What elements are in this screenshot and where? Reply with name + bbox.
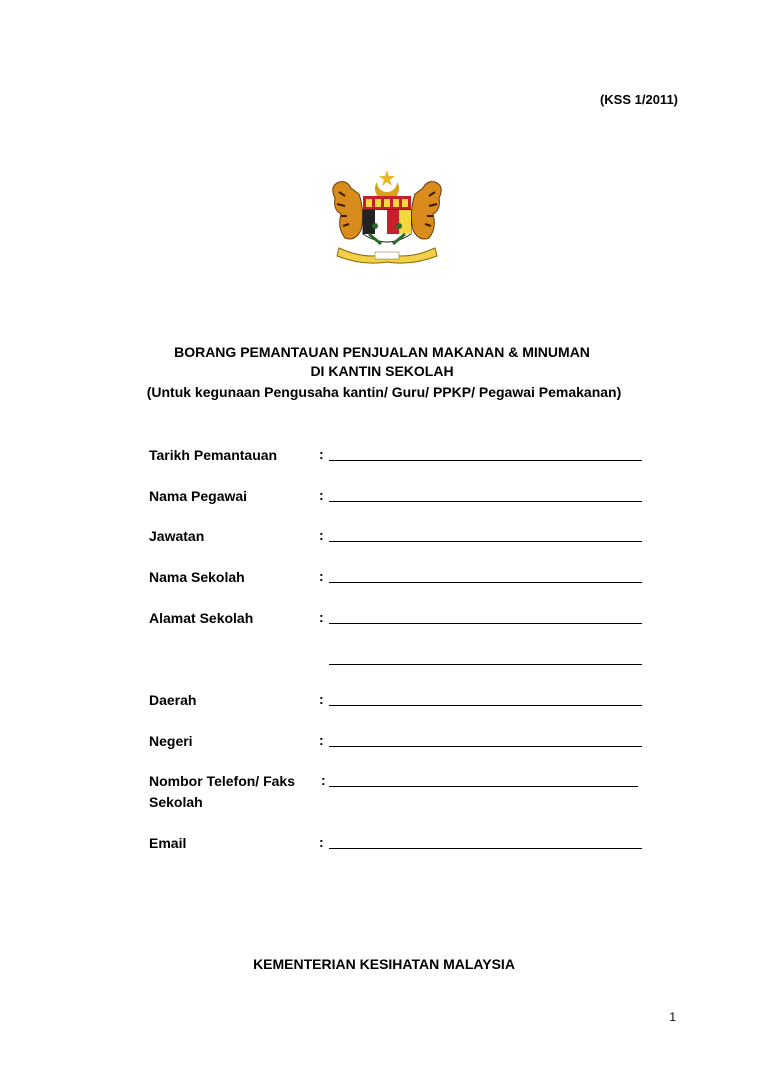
daerah-input-line[interactable] (329, 691, 642, 706)
telefon-faks-input-line[interactable] (329, 772, 638, 787)
reference-code: (KSS 1/2011) (599, 92, 678, 107)
form-subtitle: (Untuk kegunaan Pengusaha kantin/ Guru/ PPKP/ Pegawai Pemakanan) (146, 384, 622, 400)
form-title-line1: BORANG PEMANTAUAN PENJUALAN MAKANAN & MINUMAN (174, 344, 590, 360)
field-colon: : (319, 834, 324, 850)
field-label-negeri: Negeri (149, 733, 193, 749)
form-title (112, 343, 652, 381)
field-colon: : (319, 609, 324, 625)
nama-pegawai-input-line[interactable] (329, 487, 642, 502)
field-colon: : (319, 446, 324, 462)
field-colon: : (321, 772, 326, 788)
alamat-sekolah-input-line[interactable] (329, 609, 642, 624)
ministry-name-text: KEMENTERIAN KESIHATAN MALAYSIA (253, 956, 515, 972)
field-label-nama-sekolah: Nama Sekolah (149, 569, 245, 585)
coat-of-arms-icon (325, 168, 449, 268)
field-label-telefon-faks-2: Sekolah (149, 794, 203, 810)
field-colon: : (319, 691, 324, 707)
alamat-sekolah-input-line-2[interactable] (329, 650, 642, 665)
email-input-line[interactable] (329, 834, 642, 849)
field-label-daerah: Daerah (149, 692, 197, 708)
jawatan-input-line[interactable] (329, 527, 642, 542)
ministry-name (0, 956, 768, 972)
page-number: 1 (669, 1010, 676, 1024)
field-label-jawatan: Jawatan (149, 528, 205, 544)
field-colon: : (319, 487, 324, 503)
field-colon: : (319, 527, 324, 543)
field-colon: : (319, 732, 324, 748)
negeri-input-line[interactable] (329, 732, 642, 747)
field-label-email: Email (149, 835, 187, 851)
field-label-alamat-sekolah: Alamat Sekolah (149, 610, 254, 626)
field-colon: : (319, 568, 324, 584)
field-label-nama-pegawai: Nama Pegawai (149, 488, 248, 504)
form-title-line2: DI KANTIN SEKOLAH (310, 363, 454, 379)
field-label-tarikh: Tarikh Pemantauan (149, 447, 278, 463)
nama-sekolah-input-line[interactable] (329, 568, 642, 583)
field-label-telefon-faks: Nombor Telefon/ Faks (149, 773, 295, 789)
tarikh-input-line[interactable] (329, 446, 642, 461)
